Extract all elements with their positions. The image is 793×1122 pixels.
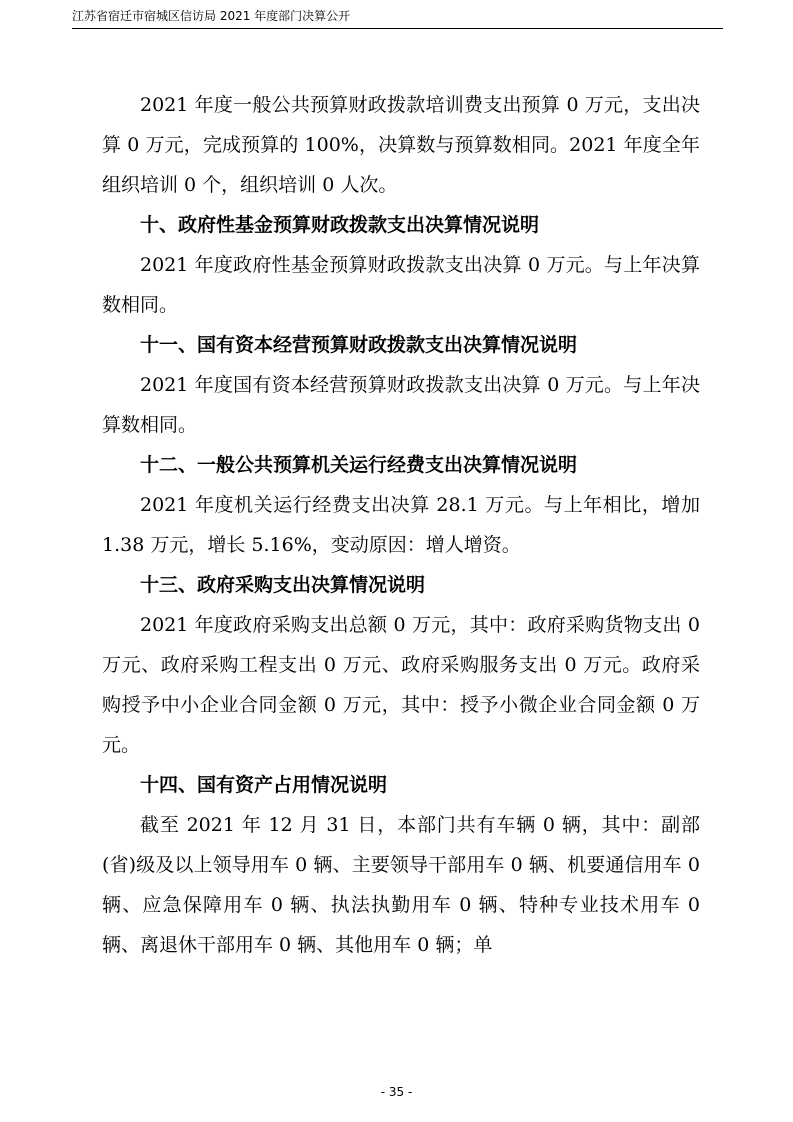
paragraph-state-assets: 截至 2021 年 12 月 31 日，本部门共有车辆 0 辆，其中：副部(省)级及以上领导用车 0 辆、主要领导干部用车 0 辆、机要通信用车 0 辆、应急保障用车 0 辆、执法执勤用车 0 辆、特种专业技术用车 0 辆、离退休干部用车 0 辆、其他用车 0 辆；单: [102, 814, 700, 956]
page-header-title: 江苏省宿迁市宿城区信访局 2021 年度部门决算公开: [72, 9, 351, 23]
heading-section-14: 十四、国有资产占用情况说明: [140, 774, 388, 796]
paragraph-training-expenses: 2021 年度一般公共预算财政拨款培训费支出预算 0 万元，支出决算 0 万元，完成预算的 100%，决算数与预算数相同。2021 年度全年组织培训 0 个，组织培训 0 人次。: [102, 94, 700, 196]
paragraph-operating-expenses: 2021 年度机关运行经费支出决算 28.1 万元。与上年相比，增加 1.38 万元，增长 5.16%，变动原因：增人增资。: [102, 494, 700, 556]
heading-section-10: 十、政府性基金预算财政拨款支出决算情况说明: [140, 214, 540, 236]
document-body: [102, 85, 700, 965]
header-divider: [72, 28, 723, 29]
heading-section-11: 十一、国有资本经营预算财政拨款支出决算情况说明: [140, 334, 578, 356]
paragraph-government-fund: 2021 年度政府性基金预算财政拨款支出决算 0 万元。与上年决算数相同。: [102, 254, 700, 316]
paragraph-procurement: 2021 年度政府采购支出总额 0 万元，其中：政府采购货物支出 0 万元、政府采购工程支出 0 万元、政府采购服务支出 0 万元。政府采购授予中小企业合同金额 0 万元，其中：授予小微企业合同金额 0 万元。: [102, 614, 700, 756]
heading-section-13: 十三、政府采购支出决算情况说明: [140, 574, 426, 596]
page-number: - 35 -: [380, 1085, 413, 1099]
heading-section-12: 十二、一般公共预算机关运行经费支出决算情况说明: [140, 454, 578, 476]
paragraph-state-capital: 2021 年度国有资本经营预算财政拨款支出决算 0 万元。与上年决算数相同。: [102, 374, 700, 436]
